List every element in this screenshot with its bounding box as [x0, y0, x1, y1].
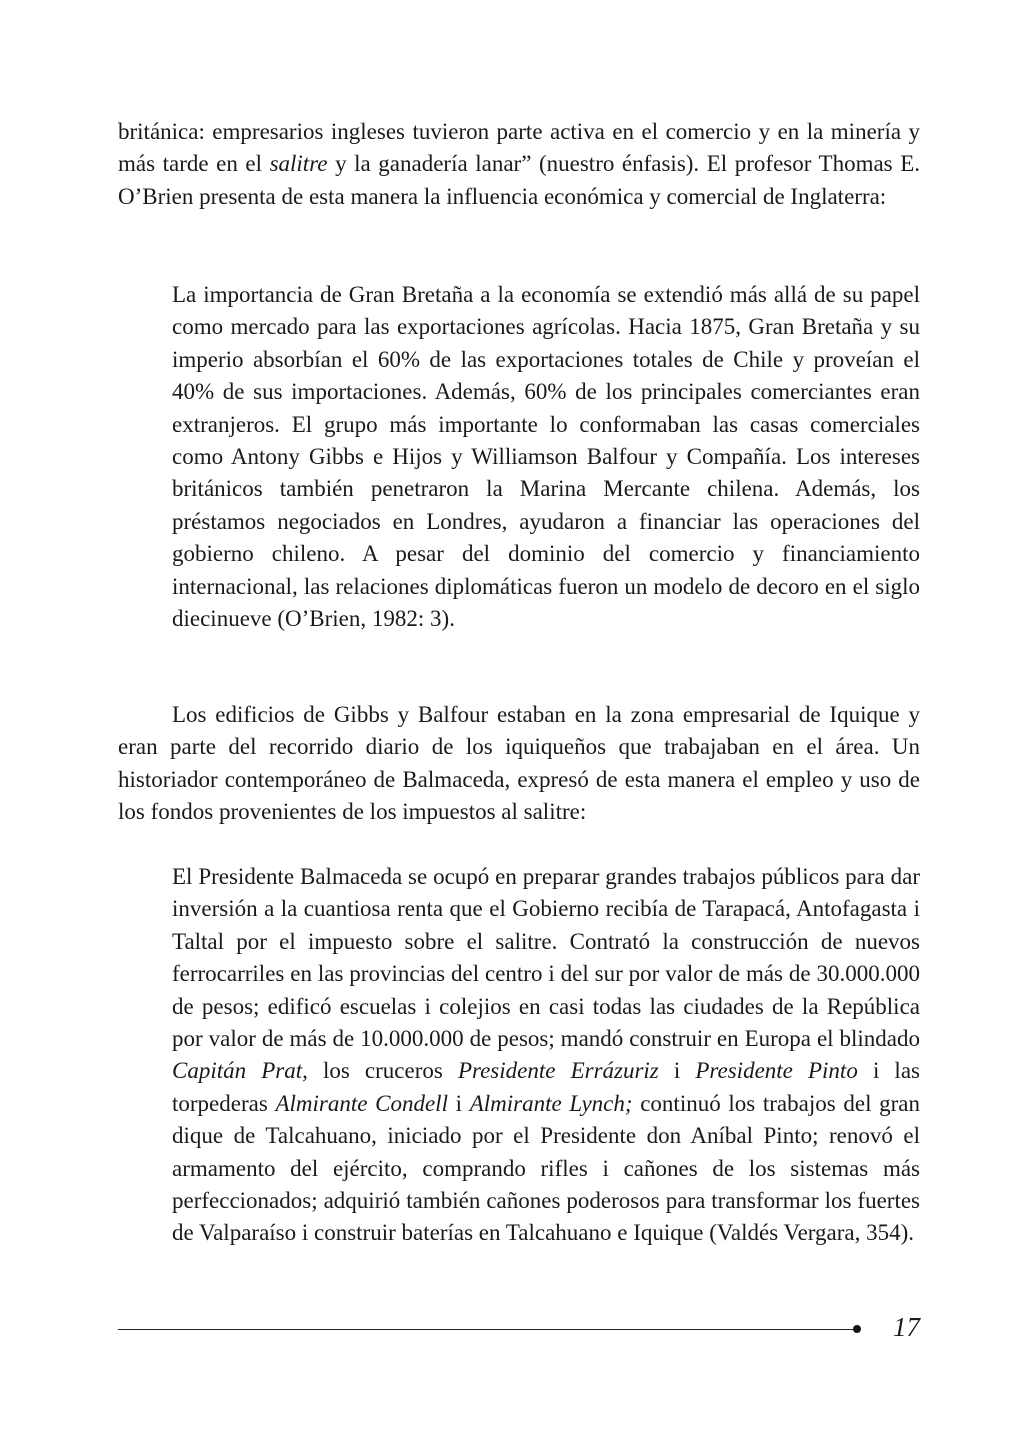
block-quote-1: La importancia de Gran Bretaña a la economía se extendió más allá de su papel como mercado para las exportaciones agrícolas. Hacia 1875, Gran Bretaña y su imperio absorbían el 60% de las exportaciones totales de Chile y proveían el 40% de sus importaciones. Además, 60% de los principales comerciantes eran extranjeros. El grupo más importante lo conformaban las casas comerciales como Antony Gibbs e Hijos y Williamson Balfour y Compañía. Los intereses británicos también penetraron la Marina Mercante chilena. Además, los préstamos negociados en Londres, ayudaron a financiar las operaciones del gobierno chileno. A pesar del dominio del comercio y financiamiento internacional, las relaciones diplomáticas fueron un modelo de decoro en el siglo diecinueve (O’Brien, 1982: 3).	[172, 282, 920, 632]
footer-rule	[118, 1329, 856, 1330]
footer-bullet	[853, 1325, 861, 1333]
quote-2-text-b: los cruceros	[307, 1058, 458, 1084]
body-paragraph-2: Los edificios de Gibbs y Balfour estaban en la zona empresarial de Iquique y eran parte del recorrido diario de los iquiqueños que trabajaban en el área. Un historiador contemporáneo de Balmaceda, expresó de esta manera el empleo y uso de los fondos provenientes de los impuestos al salitre:	[118, 702, 920, 825]
quote-2-text-d: i las torpederas	[172, 1058, 920, 1116]
paragraph-1-emphasis: salitre	[269, 151, 328, 177]
quote-2-text-e: i	[447, 1090, 470, 1116]
quote-2-text-a: El Presidente Balmaceda se ocupó en preparar grandes trabajos públicos para dar inversión a la cuantiosa renta que el Gobierno recibía de Tarapacá, Antofagasta i Taltal por el impuesto sobre el salitre. Contrató la construcción de nuevos ferrocarriles en las provincias del centro i del sur por valor de más de 30.000.000 de pesos; edificó escuelas i colejios en casi todas las ciudades de la República por valor de más de 10.000.000 de pesos; mandó construir en Europa el blindado	[172, 864, 920, 1052]
quote-2-emphasis-lynch: Almirante Lynch;	[469, 1090, 633, 1116]
quote-2-emphasis-pinto: Presidente Pinto	[695, 1058, 858, 1084]
quote-2-emphasis-errazuriz: Presidente Errázuriz	[457, 1058, 659, 1084]
quote-2-emphasis-condell: Almirante Condell	[275, 1090, 448, 1116]
block-quote-2	[172, 861, 920, 1250]
quote-2-text-f: continuó los trabajos del gran dique de Talcahuano, iniciado por el Presidente don Aníbal Pinto; renovó el armamento del ejército, comprando rifles i cañones de los sistemas más perfeccionados; adquirió también cañones poderosos para transformar los fuertes de Valparaíso i construir baterías en Talcahuano e Iquique (Valdés Vergara, 354).	[172, 1090, 921, 1246]
quote-2-text-c: i	[658, 1058, 696, 1084]
paragraph-1-text-a: británica: empresarios ingleses tuvieron parte activa en el comercio y en la minería y más tarde en el	[118, 119, 920, 177]
paragraph-1-text-b: y la ganadería lanar” (nuestro énfasis). El profesor Thomas E. O’Brien presenta de esta manera la influencia económica y comercial de Inglaterra:	[118, 151, 920, 209]
body-paragraph-1	[118, 116, 920, 213]
quote-2-emphasis-capitan-prat: Capitán Prat,	[172, 1058, 308, 1084]
page-number: 17	[893, 1312, 920, 1342]
